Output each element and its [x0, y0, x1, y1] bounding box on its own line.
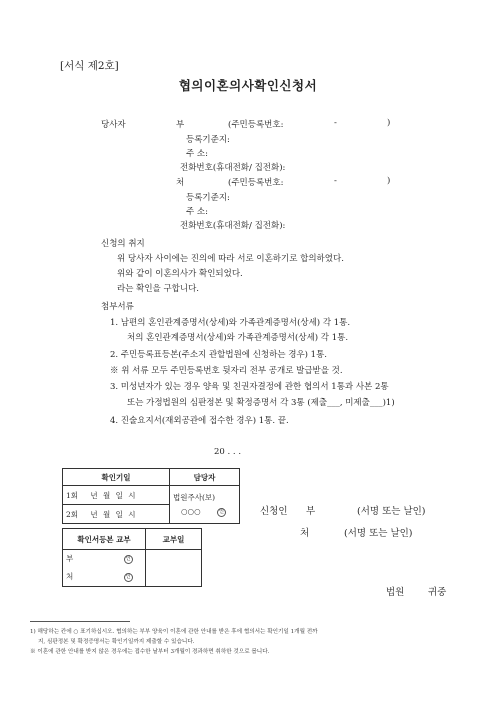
delivery-date-cell[interactable] [146, 550, 202, 587]
wife-id-label: (주민등록번호: [228, 178, 284, 188]
footnote-1a: 1) 해당하는 칸에 ○ 표기하십시오. 협의하는 부부 양육이 이혼에 관한 안내를 받은 후에 협의서는 확인기일 1개월 전까 [30, 629, 318, 635]
purpose-heading: 신청의 취지 [101, 239, 145, 249]
staff-title: 법원주사(보) [173, 493, 216, 502]
court-label: 법원 [386, 587, 405, 598]
wife-phone-label: 전화번호(휴대전화/ 집전화): [180, 221, 286, 231]
husband-id-dash: - [334, 118, 337, 128]
wife-id-close: ) [387, 176, 391, 186]
attachments-heading: 첨부서류 [101, 302, 134, 312]
date-line: 20 . . . [214, 447, 242, 457]
husband-id-close: ) [387, 118, 391, 128]
husband-label: 부 [176, 120, 185, 130]
wife-addr-label: 주 소: [186, 207, 208, 217]
purpose-line-1: 위 당사자 사이에는 진의에 따라 서로 이혼하기로 합의하였다. [117, 254, 344, 264]
delivery-recipients[interactable] [63, 550, 146, 587]
delivery-husband: 부 [66, 554, 74, 563]
attachment-3b: 또는 가정법원의 심판정본 및 확정증명서 각 3통 (제출___, 미제출___)1) [127, 398, 395, 408]
seal-icon: 인 [217, 508, 226, 517]
attachment-2: 2. 주민등록표등본(주소지 관할법원에 신청하는 경우) 1통. [110, 350, 328, 360]
row-1-no: 1회 [66, 490, 79, 500]
applicant-wife: 처 [300, 528, 310, 539]
row-2-no: 2회 [66, 509, 79, 519]
delivery-col-date: 교부일 [146, 529, 202, 550]
footnote-2: ※ 이혼에 관한 안내를 받지 않은 경우에는 접수한 날부터 3개월이 경과하면 취하한 것으로 봅니다. [30, 649, 270, 655]
attachment-4: 4. 진술요지서(재외공관에 접수한 경우) 1통. 끝. [110, 416, 289, 426]
delivery-col-copy: 확인서등본 교부 [63, 529, 146, 550]
row-1-date: 년 월 일 시 [90, 490, 138, 500]
confirm-staff-cell [170, 486, 240, 524]
confirm-row-2[interactable] [63, 505, 170, 524]
delivery-table [62, 528, 202, 587]
form-number: [서식 제2호] [60, 60, 119, 72]
staff-name: ○○○ [181, 507, 201, 516]
husband-id-label: (주민등록번호: [228, 120, 284, 130]
confirm-row-1[interactable] [63, 486, 170, 505]
purpose-line-2: 위와 같이 이혼의사가 확인되었다. [117, 269, 243, 279]
attachment-note: ※ 위 서류 모두 주민등록번호 뒷자리 전부 공개로 발급받을 것. [110, 366, 343, 376]
attachment-1a: 1. 남편의 혼인관계증명서(상세)와 가족관계증명서(상세) 각 1통. [110, 318, 351, 328]
addressee-label: 귀중 [428, 587, 447, 598]
footnote-divider [30, 621, 130, 622]
husband-reg-label: 등록기준지: [186, 135, 230, 145]
husband-addr-label: 주 소: [186, 149, 208, 159]
wife-label: 처 [176, 178, 185, 188]
confirm-col-date: 확인기일 [63, 469, 170, 486]
purpose-line-3: 라는 확인을 구합니다. [117, 284, 200, 294]
confirm-table [62, 468, 240, 524]
confirm-col-staff: 담당자 [170, 469, 240, 486]
attachment-1b: 처의 혼인관계증명서(상세)와 가족관계증명서(상세) 각 1통. [127, 333, 349, 343]
seal-icon: 인 [124, 555, 133, 564]
wife-signature[interactable]: (서명 또는 날인) [344, 528, 413, 539]
delivery-wife: 처 [66, 572, 74, 581]
document-title: 협의이혼의사확인신청서 [178, 78, 318, 93]
attachment-3a: 3. 미성년자가 있는 경우 양육 및 친권자결정에 관한 협의서 1통과 사본 2통 [110, 382, 389, 392]
row-2-date: 년 월 일 시 [90, 509, 138, 519]
applicant-label: 신청인 [260, 506, 288, 517]
wife-reg-label: 등록기준지: [186, 193, 230, 203]
husband-signature[interactable]: (서명 또는 날인) [357, 506, 426, 517]
party-label: 당사자 [101, 120, 126, 130]
wife-id-dash: - [334, 176, 337, 186]
seal-icon: 인 [124, 573, 133, 582]
applicant-husband: 부 [306, 506, 316, 517]
husband-phone-label: 전화번호(휴대전화/ 집전화): [180, 163, 286, 173]
footnote-1b: 지, 심판정본 및 확정증명서는 확인기일까지 제출할 수 있습니다. [38, 639, 195, 645]
